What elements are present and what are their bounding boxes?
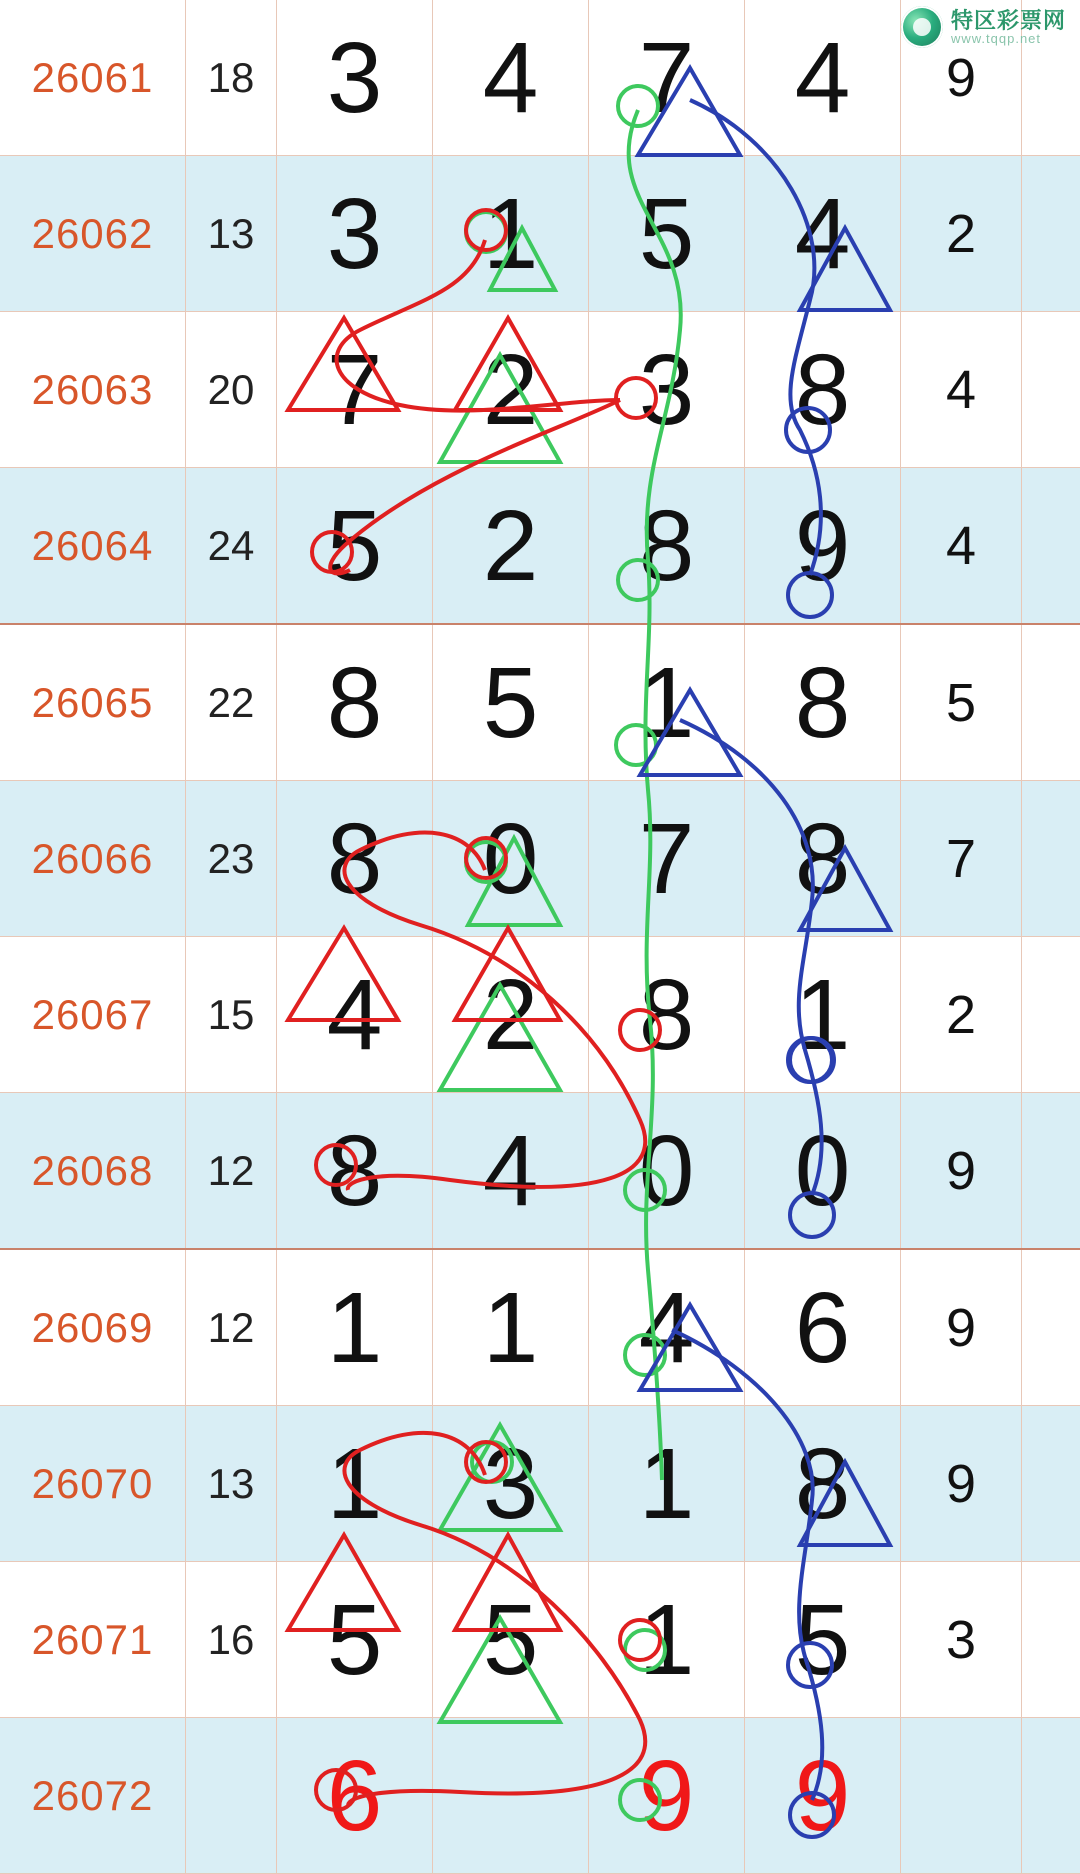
pad-cell — [1022, 468, 1080, 625]
pad-cell — [1022, 937, 1080, 1093]
sum-cell: 13 — [186, 1406, 277, 1562]
sum-cell: 13 — [186, 156, 277, 312]
digit-value: 5 — [277, 1590, 432, 1690]
digit-value: 9 — [745, 1746, 900, 1846]
digit-value: 9 — [589, 1746, 744, 1846]
digit-value: 0 — [745, 1121, 900, 1221]
digit2-cell — [433, 1562, 589, 1718]
digit3-cell — [589, 1718, 745, 1874]
digit2-cell — [433, 312, 589, 468]
digit-value: 1 — [433, 1278, 588, 1378]
sum-cell — [186, 1718, 277, 1874]
table-row[interactable] — [0, 1406, 1080, 1562]
issue-cell: 26063 — [0, 312, 186, 468]
digit3-cell — [589, 624, 745, 781]
digit-value: 0 — [589, 1121, 744, 1221]
digit-value: 4 — [433, 1121, 588, 1221]
sum-cell: 24 — [186, 468, 277, 625]
digit3-cell — [589, 312, 745, 468]
digit-value: 6 — [277, 1746, 432, 1846]
digit-value: 0 — [433, 809, 588, 909]
digit4-cell — [745, 1093, 901, 1250]
extra-value: 9 — [901, 47, 1021, 109]
digit1-cell — [277, 1093, 433, 1250]
issue-cell: 26071 — [0, 1562, 186, 1718]
issue-cell: 26068 — [0, 1093, 186, 1250]
table-row[interactable] — [0, 1093, 1080, 1250]
digit4-cell — [745, 0, 901, 156]
digit-value: 5 — [433, 653, 588, 753]
digit1-cell — [277, 937, 433, 1093]
digit-value: 4 — [433, 28, 588, 128]
digit-value: 1 — [277, 1278, 432, 1378]
sum-cell: 12 — [186, 1249, 277, 1406]
issue-cell: 26069 — [0, 1249, 186, 1406]
extra-cell — [901, 1718, 1022, 1874]
digit-value: 8 — [745, 1434, 900, 1534]
digit4-cell — [745, 468, 901, 625]
digit-value: 8 — [277, 1121, 432, 1221]
issue-cell: 26062 — [0, 156, 186, 312]
digit1-cell — [277, 1249, 433, 1406]
digit-value: 8 — [277, 653, 432, 753]
digit-value: 5 — [433, 1590, 588, 1690]
digit1-cell — [277, 624, 433, 781]
digit2-cell — [433, 1718, 589, 1874]
extra-value: 4 — [901, 515, 1021, 577]
extra-cell — [901, 624, 1022, 781]
digit3-cell — [589, 0, 745, 156]
digit1-cell — [277, 1718, 433, 1874]
digit-value: 3 — [589, 340, 744, 440]
extra-value: 2 — [901, 984, 1021, 1046]
digit-value: 1 — [277, 1434, 432, 1534]
pad-cell — [1022, 1406, 1080, 1562]
digit-value: 3 — [277, 28, 432, 128]
sum-cell: 22 — [186, 624, 277, 781]
extra-value: 9 — [901, 1297, 1021, 1359]
extra-value: 5 — [901, 672, 1021, 734]
digit4-cell — [745, 156, 901, 312]
digit-value: 4 — [745, 28, 900, 128]
extra-cell — [901, 781, 1022, 937]
pad-cell — [1022, 156, 1080, 312]
digit-value: 5 — [277, 496, 432, 596]
digit-value: 4 — [277, 965, 432, 1065]
digit2-cell — [433, 624, 589, 781]
digit-value: 4 — [745, 184, 900, 284]
issue-cell: 26067 — [0, 937, 186, 1093]
pad-cell — [1022, 1249, 1080, 1406]
watermark-name: 特区彩票网 — [951, 9, 1066, 32]
digit3-cell — [589, 781, 745, 937]
pad-cell — [1022, 1562, 1080, 1718]
sum-cell: 20 — [186, 312, 277, 468]
digit1-cell — [277, 156, 433, 312]
sum-cell: 18 — [186, 0, 277, 156]
digit2-cell — [433, 1406, 589, 1562]
table-row[interactable] — [0, 1249, 1080, 1406]
digit-value: 3 — [277, 184, 432, 284]
issue-cell: 26064 — [0, 468, 186, 625]
extra-value: 7 — [901, 828, 1021, 890]
digit4-cell — [745, 1718, 901, 1874]
digit3-cell — [589, 468, 745, 625]
digit2-cell — [433, 1093, 589, 1250]
digit-value: 2 — [433, 496, 588, 596]
pad-cell — [1022, 312, 1080, 468]
digit-value: 1 — [433, 184, 588, 284]
digit2-cell — [433, 468, 589, 625]
issue-cell: 26066 — [0, 781, 186, 937]
digit-value: 1 — [745, 965, 900, 1065]
digit1-cell — [277, 1406, 433, 1562]
sum-cell: 15 — [186, 937, 277, 1093]
extra-value: 2 — [901, 203, 1021, 265]
issue-cell: 26072 — [0, 1718, 186, 1874]
digit-value: 7 — [277, 340, 432, 440]
digit4-cell — [745, 1406, 901, 1562]
table-row[interactable] — [0, 1562, 1080, 1718]
table-row[interactable] — [0, 624, 1080, 781]
digit3-cell — [589, 156, 745, 312]
sum-cell: 23 — [186, 781, 277, 937]
extra-value: 9 — [901, 1140, 1021, 1202]
digit-value: 8 — [745, 809, 900, 909]
pad-cell — [1022, 1093, 1080, 1250]
digit-value: 7 — [589, 28, 744, 128]
digit-value: 8 — [745, 653, 900, 753]
sum-cell: 12 — [186, 1093, 277, 1250]
digit1-cell — [277, 312, 433, 468]
digit4-cell — [745, 781, 901, 937]
extra-cell — [901, 468, 1022, 625]
extra-cell — [901, 156, 1022, 312]
extra-value: 9 — [901, 1453, 1021, 1515]
digit-value: 8 — [589, 496, 744, 596]
extra-cell — [901, 1249, 1022, 1406]
extra-cell — [901, 1562, 1022, 1718]
issue-cell: 26065 — [0, 624, 186, 781]
extra-cell — [901, 312, 1022, 468]
digit-value: 1 — [589, 1434, 744, 1534]
table-row[interactable] — [0, 781, 1080, 937]
table-row[interactable] — [0, 937, 1080, 1093]
watermark-text — [951, 9, 1066, 46]
table-row[interactable] — [0, 468, 1080, 625]
digit1-cell — [277, 0, 433, 156]
digit-value: 1 — [589, 1590, 744, 1690]
digit-value: 8 — [745, 340, 900, 440]
extra-cell — [901, 937, 1022, 1093]
digit-value: 3 — [433, 1434, 588, 1534]
digit-value: 5 — [589, 184, 744, 284]
digit3-cell — [589, 1249, 745, 1406]
digit3-cell — [589, 1093, 745, 1250]
digit4-cell — [745, 937, 901, 1093]
digit1-cell — [277, 468, 433, 625]
digit1-cell — [277, 1562, 433, 1718]
issue-cell: 26070 — [0, 1406, 186, 1562]
extra-cell — [901, 1406, 1022, 1562]
table-row[interactable] — [0, 312, 1080, 468]
digit-value: 1 — [589, 653, 744, 753]
digit-value: 4 — [589, 1278, 744, 1378]
issue-cell: 26061 — [0, 0, 186, 156]
pad-cell — [1022, 1718, 1080, 1874]
digit3-cell — [589, 1406, 745, 1562]
extra-value: 4 — [901, 359, 1021, 421]
digit3-cell — [589, 1562, 745, 1718]
digit4-cell — [745, 1562, 901, 1718]
digit-value: 2 — [433, 340, 588, 440]
sum-cell: 16 — [186, 1562, 277, 1718]
digit-value: 7 — [589, 809, 744, 909]
globe-badge-icon — [901, 6, 943, 48]
digit4-cell — [745, 312, 901, 468]
digit-value: 9 — [745, 496, 900, 596]
table-row[interactable] — [0, 156, 1080, 312]
digit-value: 8 — [589, 965, 744, 1065]
extra-cell — [901, 1093, 1022, 1250]
digit-value: 8 — [277, 809, 432, 909]
pad-cell — [1022, 624, 1080, 781]
digit2-cell — [433, 781, 589, 937]
digit4-cell — [745, 624, 901, 781]
digit1-cell — [277, 781, 433, 937]
extra-value: 3 — [901, 1609, 1021, 1671]
site-watermark — [901, 6, 1066, 48]
digit2-cell — [433, 1249, 589, 1406]
digit3-cell — [589, 937, 745, 1093]
table-row[interactable] — [0, 1718, 1080, 1874]
digit4-cell — [745, 1249, 901, 1406]
digit2-cell — [433, 0, 589, 156]
digit-value: 6 — [745, 1278, 900, 1378]
digit2-cell — [433, 937, 589, 1093]
watermark-url: www.tqqp.net — [951, 32, 1066, 46]
digit-value: 5 — [745, 1590, 900, 1690]
pad-cell — [1022, 781, 1080, 937]
digit-value: 2 — [433, 965, 588, 1065]
digit2-cell — [433, 156, 589, 312]
